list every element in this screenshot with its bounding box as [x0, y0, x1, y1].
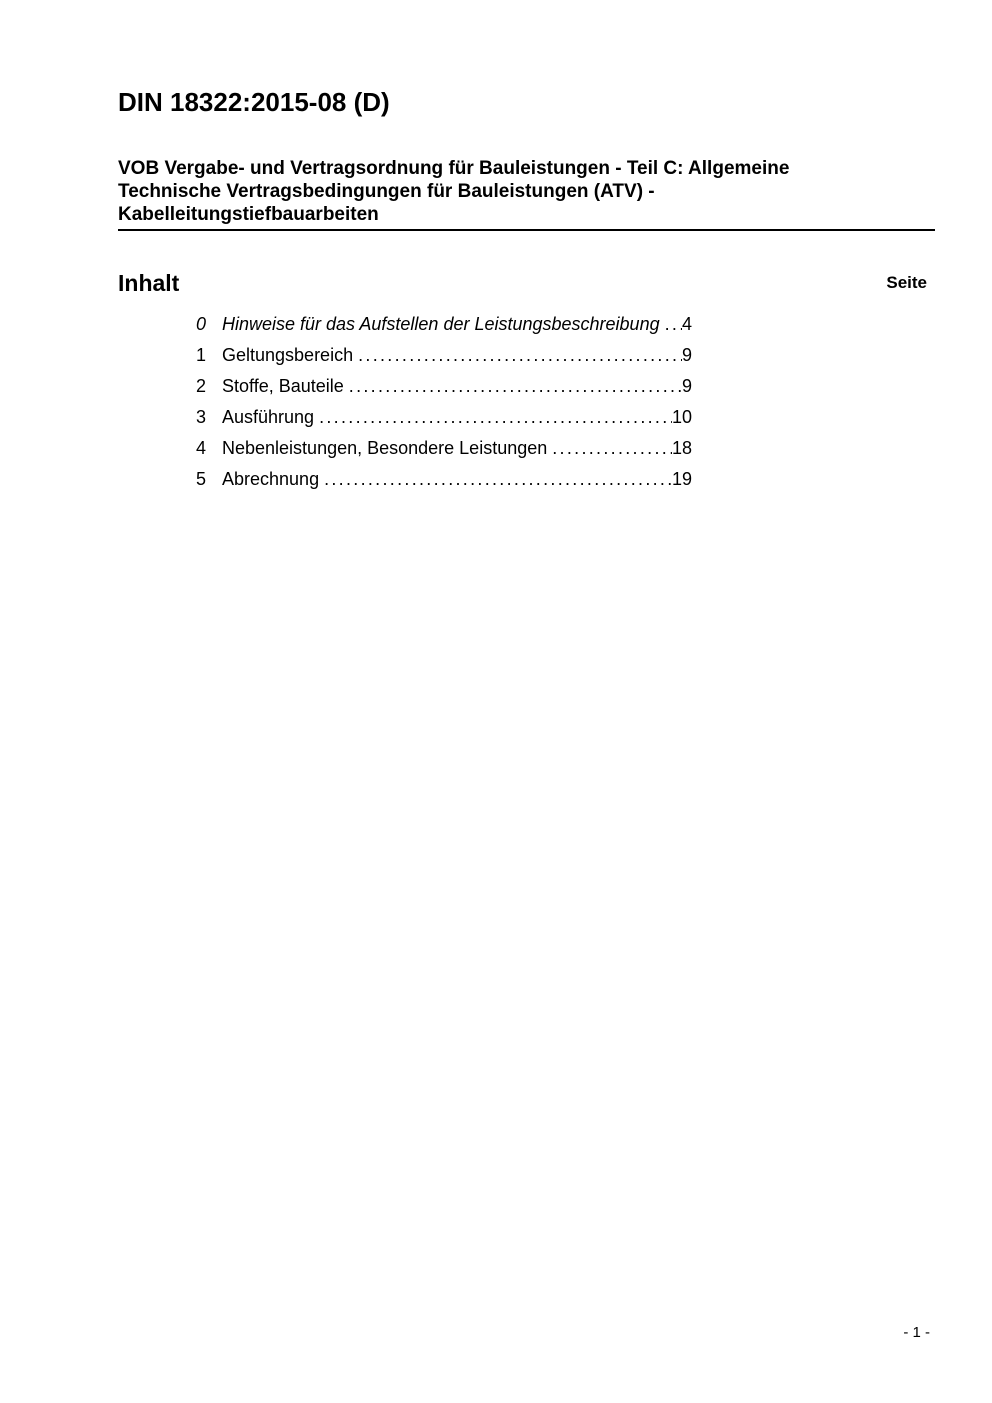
toc-entry-label: Hinweise für das Aufstellen der Leistungsbeschreibung	[222, 314, 660, 334]
toc-entry	[196, 340, 692, 371]
toc-dot-leader	[358, 340, 682, 371]
toc-heading: Inhalt	[118, 270, 180, 296]
toc-entry-number: 1	[196, 345, 207, 365]
table-of-contents	[196, 309, 692, 495]
toc-entry-label: Abrechnung	[222, 469, 320, 489]
toc-entry-label: Ausführung	[222, 407, 315, 427]
toc-entry	[196, 464, 692, 495]
toc-entry-number: 5	[196, 469, 207, 489]
toc-entry-number: 2	[196, 376, 207, 396]
toc-entry	[196, 309, 692, 340]
toc-entry	[196, 402, 692, 433]
toc-entry-number: 0	[196, 314, 207, 334]
toc-entry-label: Geltungsbereich	[222, 345, 354, 365]
toc-entry-page: 19	[671, 469, 692, 489]
toc-entry	[196, 433, 692, 464]
toc-dot-leader	[349, 371, 682, 402]
toc-dot-leader	[665, 309, 682, 340]
toc-entry-page: 10	[671, 407, 692, 427]
title-divider-rule	[118, 229, 935, 231]
toc-entry	[196, 371, 692, 402]
toc-entry-label: Stoffe, Bauteile	[222, 376, 344, 396]
toc-dot-leader	[552, 433, 672, 464]
toc-dot-leader	[324, 464, 672, 495]
toc-entry-page: 4	[681, 314, 692, 334]
document-title-line-1: VOB Vergabe- und Vertragsordnung für Bauleistungen - Teil C: Allgemeine	[118, 158, 790, 179]
toc-entry-page: 18	[671, 438, 692, 458]
footer-page-number: - 1 -	[903, 1324, 930, 1341]
toc-page-column-label: Seite	[886, 273, 927, 292]
document-title	[118, 157, 935, 226]
toc-entry-page: 9	[681, 345, 692, 365]
toc-entry-number: 3	[196, 407, 207, 427]
document-title-line-2: Technische Vertragsbedingungen für Bauleistungen (ATV) -	[118, 181, 655, 202]
document-number: DIN 18322:2015-08 (D)	[118, 87, 390, 117]
toc-entry-number: 4	[196, 438, 207, 458]
toc-entry-page: 9	[681, 376, 692, 396]
document-title-line-3: Kabelleitungstiefbauarbeiten	[118, 204, 379, 225]
toc-dot-leader	[319, 402, 672, 433]
toc-entry-label: Nebenleistungen, Besondere Leistungen	[222, 438, 548, 458]
